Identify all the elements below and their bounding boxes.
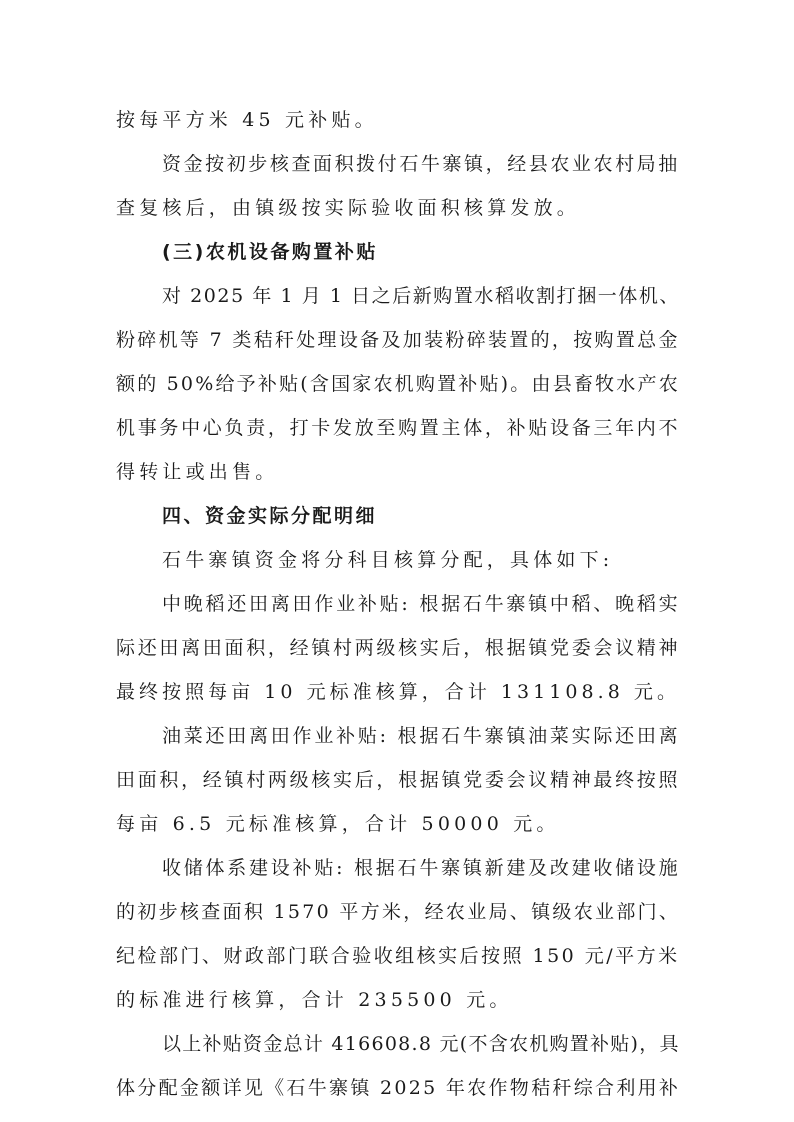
text-line: 中晚稻还田离田作业补贴: 根据石牛寨镇中稻、晚稻实 (162, 593, 681, 615)
text-line: 查复核后，由镇级按实际验收面积核算发放。 (116, 197, 581, 219)
text-line: 油菜还田离田作业补贴: 根据石牛寨镇油菜实际还田离 (162, 725, 681, 747)
text-line: 对 2025 年 1 月 1 日之后新购置水稻收割打捆一体机、 (162, 285, 680, 307)
text-line: 每亩 6.5 元标准核算，合计 50000 元。 (116, 813, 560, 835)
text-line: 的标准进行核算，合计 235500 元。 (116, 989, 513, 1011)
section-heading: 四、资金实际分配明细 (162, 505, 378, 527)
text-line: 资金按初步核查面积拨付石牛寨镇，经县农业农村局抽 (162, 153, 680, 175)
text-line: 体分配金额详见《石牛寨镇 2025 年农作物秸秆综合利用补 (116, 1077, 681, 1099)
text-line: 最终按照每亩 10 元标准核算，合计 131108.8 元。 (116, 681, 680, 703)
text-line: 的初步核查面积 1570 平方米，经农业局、镇级农业部门、 (116, 901, 681, 923)
section-heading: (三)农机设备购置补贴 (162, 241, 378, 263)
text-line: 田面积，经镇村两级核实后，根据镇党委会议精神最终按照 (116, 769, 681, 791)
text-line: 石牛寨镇资金将分科目核算分配，具体如下: (162, 549, 614, 571)
text-line: 收储体系建设补贴: 根据石牛寨镇新建及改建收储设施 (162, 857, 681, 879)
text-line: 粉碎机等 7 类秸秆处理设备及加装粉碎装置的，按购置总金 (116, 329, 680, 351)
text-line: 以上补贴资金总计 416608.8 元(不含农机购置补贴)，具 (162, 1033, 680, 1055)
text-line: 得转让或出售。 (116, 461, 279, 483)
text-line: 额的 50%给予补贴(含国家农机购置补贴)。由县畜牧水产农 (116, 373, 680, 395)
text-line: 按每平方米 45 元补贴。 (116, 109, 378, 131)
text-line: 际还田离田面积，经镇村两级核实后，根据镇党委会议精神 (116, 637, 681, 659)
text-line: 机事务中心负责，打卡发放至购置主体，补贴设备三年内不 (116, 417, 681, 439)
text-line: 纪检部门、财政部门联合验收组核实后按照 150 元/平方米 (116, 945, 680, 967)
